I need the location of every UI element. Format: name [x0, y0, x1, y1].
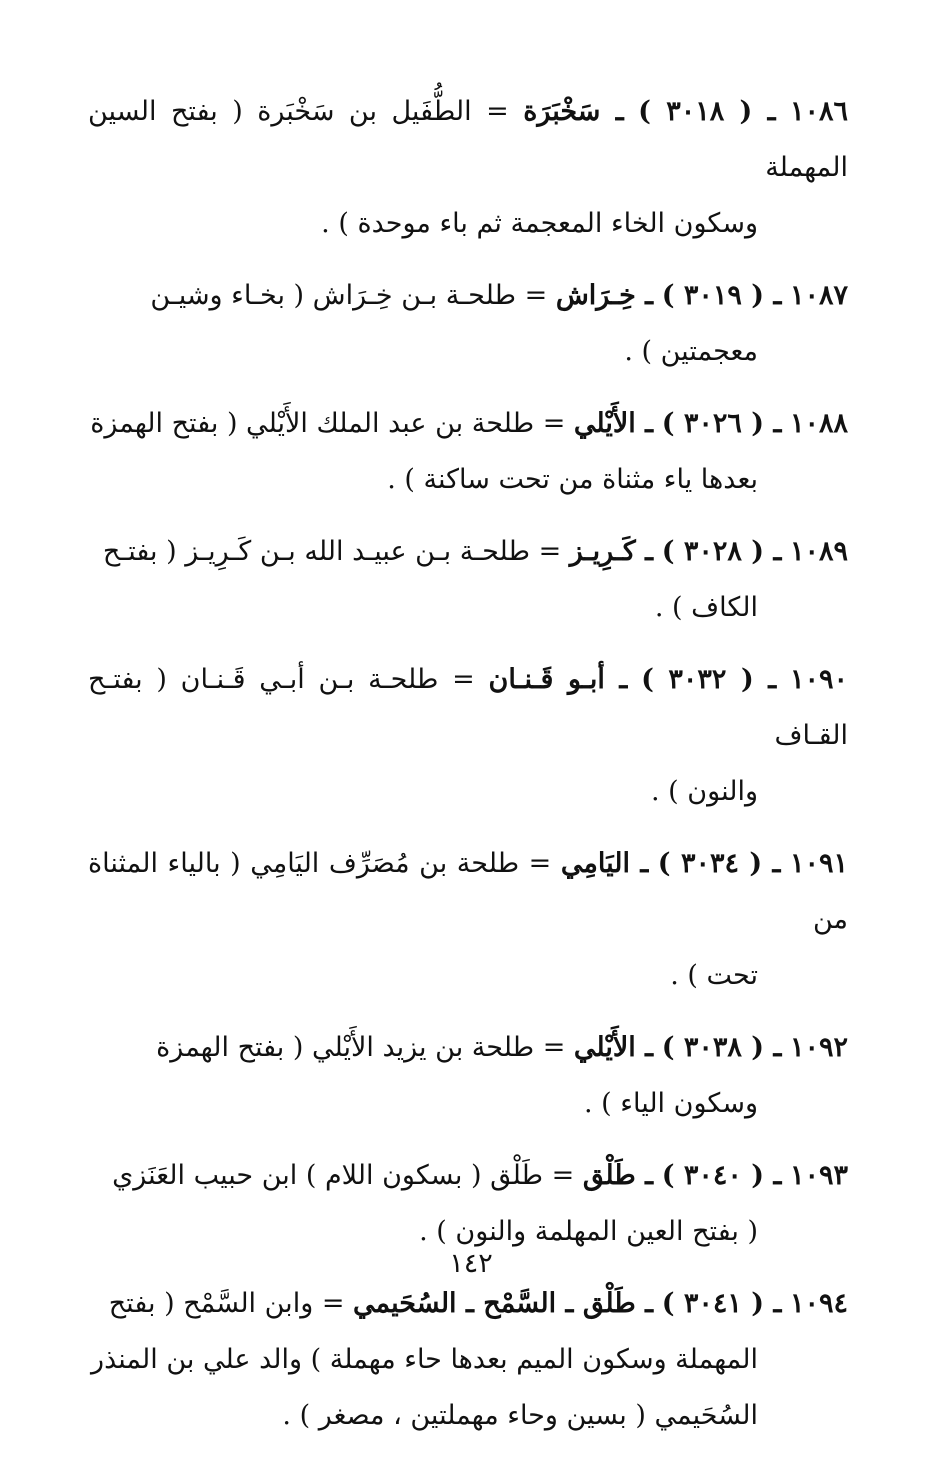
entry-number: ١٠٩١ — [789, 848, 848, 879]
entry-number: ١٠٩٤ — [789, 1288, 848, 1319]
entry-text: = طلحـة بـن خِـرَاش ( بخـاء وشيـن — [150, 280, 548, 311]
entry-headword: كَـرِيـز — [569, 536, 636, 567]
entry-text: = طلحـة بـن أبـي قَـنـان ( بفتـح القـاف — [88, 664, 848, 751]
entry-headword: أبـو قَـنـان — [488, 664, 605, 695]
entry-number: ١٠٩٣ — [789, 1160, 848, 1191]
entry-headword: طَلْق — [582, 1160, 636, 1191]
entry-headword: الأَيْلي — [573, 1032, 636, 1063]
entry-headword: اليَامِي — [560, 848, 630, 879]
entry-1088: ١٠٨٨ ـ ( ٣٠٢٦ ) ـ الأَيْلي = طلحة بن عبد الملك الأَيْلي ( بفتح الهمزة بعدها ياء مثناة من تحت ساكنة ) . — [88, 396, 848, 508]
entry-number: ١٠٨٩ — [789, 536, 848, 567]
entry-continuation: تحت ) . — [670, 960, 758, 991]
entry-1091: ١٠٩١ ـ ( ٣٠٣٤ ) ـ اليَامِي = طلحة بن مُصَرِّف اليَامِي ( بالياء المثناة من تحت ) . — [88, 836, 848, 1004]
entry-continuation: وسكون الخاء المعجمة ثم باء موحدة ) . — [321, 208, 758, 239]
entry-continuation: والنون ) . — [651, 776, 758, 807]
entry-reference: ( ٣٠١٨ ) — [638, 96, 753, 127]
entry-1094: ١٠٩٤ ـ ( ٣٠٤١ ) ـ طَلْق ـ السَّمْح ـ السُحَيمي = وابن السَّمْح ( بفتح المهملة وسكون الميم بعدها حاء مهملة ) والد علي بن المنذر السُحَيمي ( بسين وحاء مهملتين ، مصغر ) . — [88, 1276, 848, 1444]
entry-number: ١٠٨٦ — [789, 96, 848, 127]
entry-text: = طَلْق ( بسكون اللام ) ابن حبيب العَنَزي — [112, 1160, 575, 1191]
entry-1092: ١٠٩٢ ـ ( ٣٠٣٨ ) ـ الأَيْلي = طلحة بن يزيد الأَيْلي ( بفتح الهمزة وسكون الياء ) . — [88, 1020, 848, 1132]
entry-text: = طلحة بن مُصَرِّف اليَامِي ( بالياء المثناة من — [88, 848, 848, 935]
entry-1089: ١٠٨٩ ـ ( ٣٠٢٨ ) ـ كَـرِيـز = طلحـة بـن عبيـد الله بـن كَـرِيـز ( بفتـح الكاف ) . — [88, 524, 848, 636]
entry-number: ١٠٨٨ — [789, 408, 848, 439]
entry-continuation: الكاف ) . — [654, 592, 758, 623]
entry-continuation: بعدها ياء مثناة من تحت ساكنة ) . — [387, 464, 758, 495]
entry-1087: ١٠٨٧ ـ ( ٣٠١٩ ) ـ خِـرَاش = طلحـة بـن خِـرَاش ( بخـاء وشيـن معجمتين ) . — [88, 268, 848, 380]
entry-continuation: المهملة وسكون الميم بعدها حاء مهملة ) والد علي بن المنذر — [91, 1344, 758, 1375]
entry-continuation: السُحَيمي ( بسين وحاء مهملتين ، مصغر ) . — [282, 1400, 758, 1431]
entry-continuation: معجمتين ) . — [624, 336, 758, 367]
page-number: ١٤٢ — [449, 1248, 493, 1279]
entry-reference: ( ٣٠١٩ ) — [661, 280, 765, 311]
entry-reference: ( ٣٠٤١ ) — [661, 1288, 765, 1319]
entry-headword: طَلْق ـ السَّمْح ـ السُحَيمي — [353, 1288, 636, 1319]
entry-text: = طلحـة بـن عبيـد الله بـن كَـرِيـز ( بفتـح — [102, 536, 562, 567]
entry-headword: الأَيْلي — [573, 408, 636, 439]
entry-headword: خِـرَاش — [555, 280, 636, 311]
entry-number: ١٠٨٧ — [789, 280, 848, 311]
entry-continuation: وسكون الياء ) . — [583, 1088, 758, 1119]
entry-reference: ( ٣٠٣٢ ) — [641, 664, 754, 695]
entry-headword: سَخْبَرَة — [523, 96, 601, 127]
entry-text: = الطُّفَيل بن سَخْبَرة ( بفتح السين المهملة — [88, 96, 848, 183]
entry-continuation: ( بفتح العين المهلمة والنون ) . — [419, 1216, 758, 1247]
entry-text: = طلحة بن يزيد الأَيْلي ( بفتح الهمزة — [156, 1032, 566, 1063]
entry-1086: ١٠٨٦ ـ ( ٣٠١٨ ) ـ سَخْبَرَة = الطُّفَيل بن سَخْبَرة ( بفتح السين المهملة وسكون الخاء المعجمة ثم باء موحدة ) . — [88, 84, 848, 252]
entry-reference: ( ٣٠٣٤ ) — [657, 848, 763, 879]
entry-reference: ( ٣٠٤٠ ) — [661, 1160, 765, 1191]
entry-reference: ( ٣٠٣٨ ) — [661, 1032, 765, 1063]
entry-text: = طلحة بن عبد الملك الأَيْلي ( بفتح الهمزة — [90, 408, 566, 439]
entry-number: ١٠٩٠ — [789, 664, 848, 695]
entry-1093: ١٠٩٣ ـ ( ٣٠٤٠ ) ـ طَلْق = طَلْق ( بسكون اللام ) ابن حبيب العَنَزي ( بفتح العين المهلمة والنون ) . — [88, 1148, 848, 1260]
entry-reference: ( ٣٠٢٦ ) — [661, 408, 765, 439]
entry-reference: ( ٣٠٢٨ ) — [661, 536, 765, 567]
entry-number: ١٠٩٢ — [789, 1032, 848, 1063]
entry-text: = وابن السَّمْح ( بفتح — [108, 1288, 345, 1319]
entry-1090: ١٠٩٠ ـ ( ٣٠٣٢ ) ـ أبـو قَـنـان = طلحـة بـن أبـي قَـنـان ( بفتـح القـاف والنون ) . — [88, 652, 848, 820]
